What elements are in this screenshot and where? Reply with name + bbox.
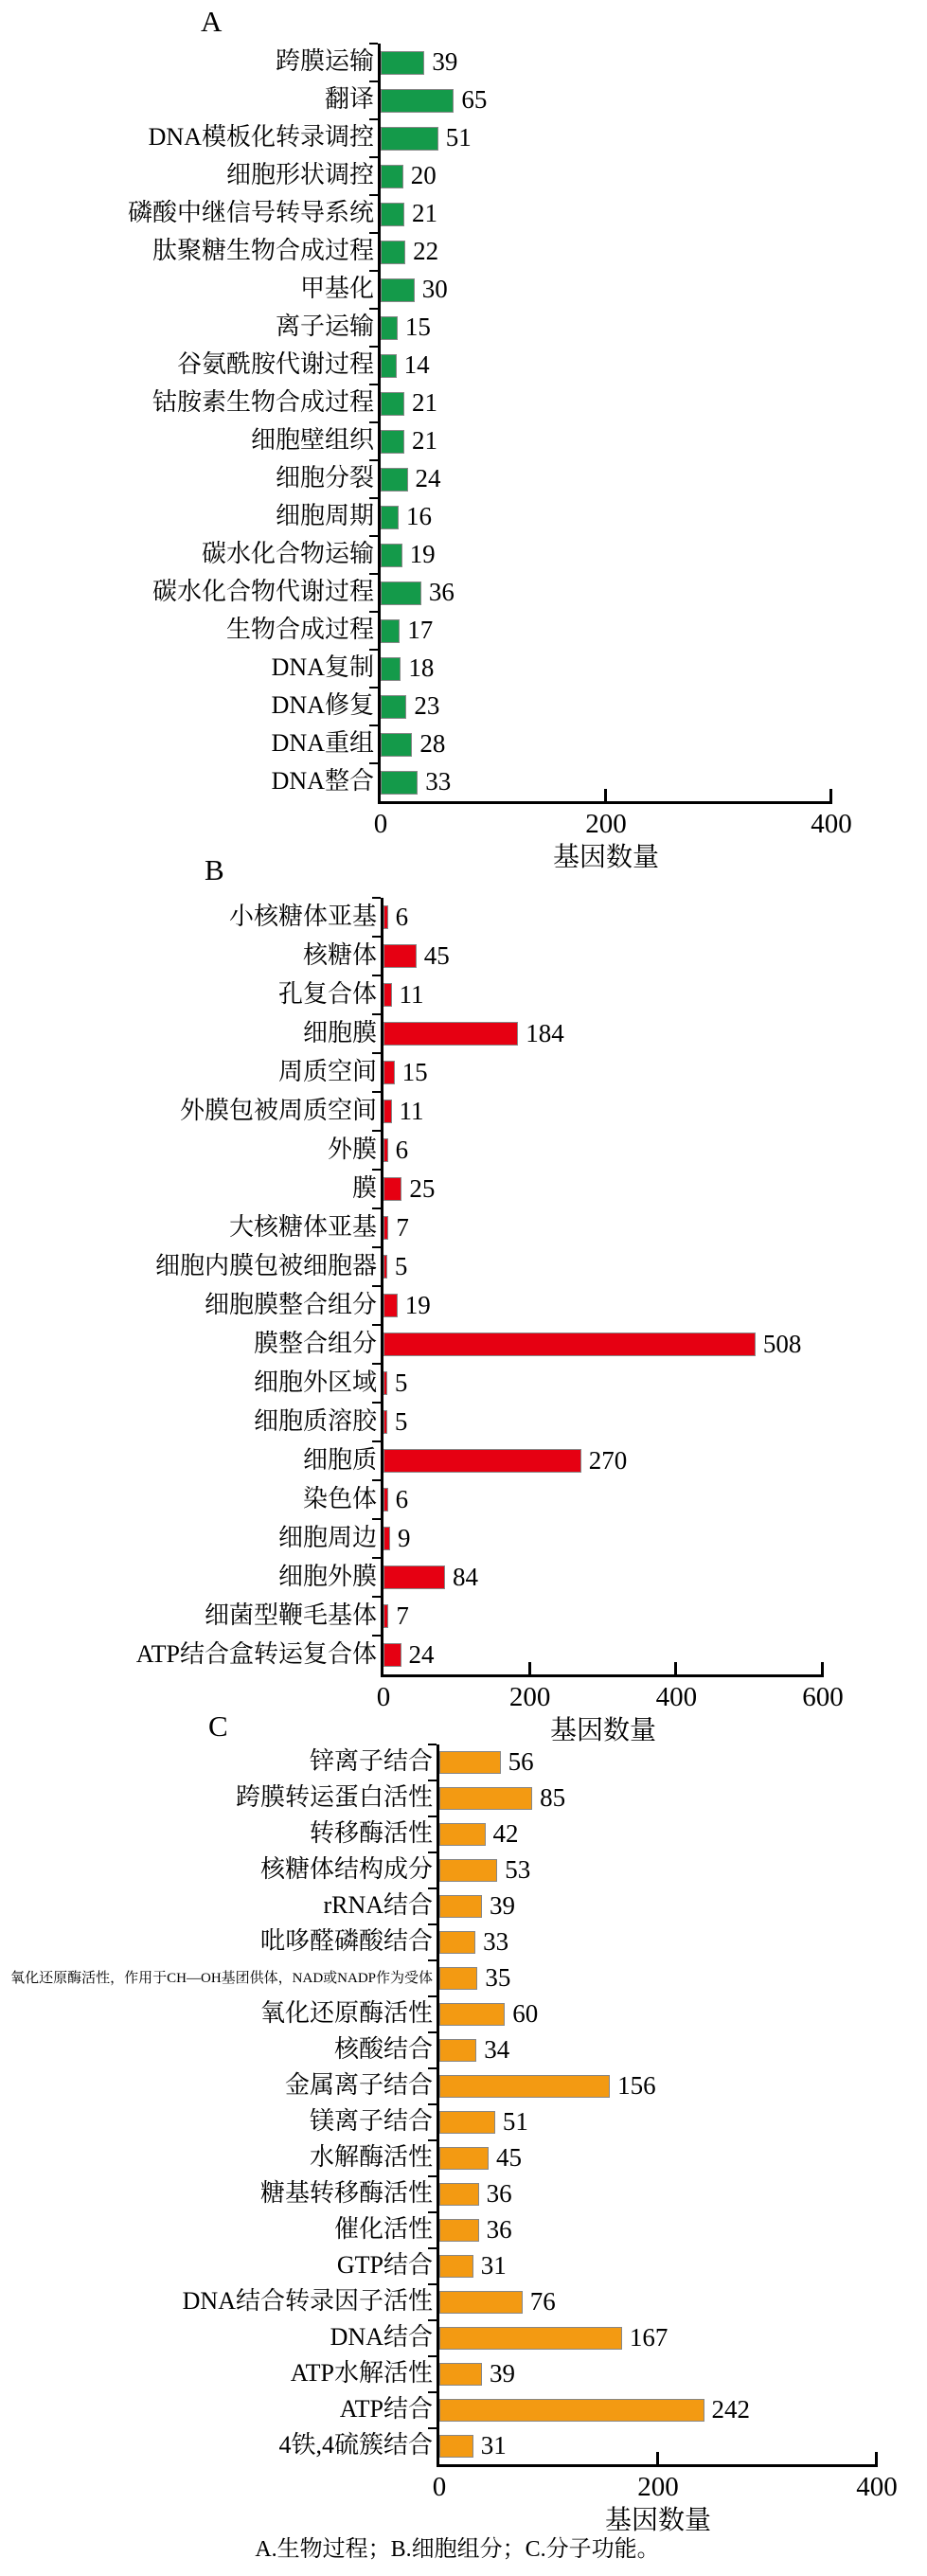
bar (439, 2255, 473, 2278)
category-label: 金属离子结合 (284, 2071, 433, 2099)
category-label: 核酸结合 (333, 2035, 433, 2063)
bar (439, 1931, 475, 1954)
category-label: GTP结合 (336, 2251, 433, 2279)
bar (439, 1751, 501, 1774)
category-label: 肽聚糖生物合成过程 (152, 237, 374, 264)
x-tick-label: 400 (856, 2472, 898, 2502)
category-label: 生物合成过程 (225, 616, 374, 643)
bar-value: 33 (483, 1927, 509, 1956)
category-label: 水解酶活性 (309, 2143, 433, 2171)
category-label: 氧化还原酶活性，作用于CH—OH基团供体，NAD或NADP作为受体 (10, 1971, 433, 1986)
bar-value: 21 (411, 199, 437, 227)
category-label: 跨膜运输 (275, 47, 374, 75)
bar-value: 24 (415, 464, 441, 492)
bar (439, 2435, 473, 2458)
bar-value: 11 (399, 1096, 424, 1125)
y-tick (428, 2355, 437, 2357)
bar-value: 21 (411, 426, 437, 455)
bar-value: 20 (410, 161, 437, 189)
category-label: 催化活性 (333, 2215, 433, 2243)
category-label: DNA复制 (271, 653, 374, 681)
bar-value: 5 (394, 1251, 408, 1280)
bar-value: 25 (409, 1173, 436, 1203)
category-label: 磷酸中继信号转导系统 (127, 199, 374, 226)
category-label: 翻译 (324, 85, 374, 113)
category-label: 跨膜转运蛋白活性 (235, 1783, 433, 1811)
category-label: 大核糖体亚基 (228, 1212, 377, 1241)
bar-value: 28 (419, 729, 446, 758)
category-label: 细胞分裂 (275, 464, 374, 492)
category-label: DNA整合 (271, 767, 374, 795)
bar-value: 84 (452, 1562, 478, 1591)
bar-value: 36 (486, 2179, 512, 2208)
category-label: 糖基转移酶活性 (259, 2179, 433, 2207)
y-tick (428, 2319, 437, 2321)
category-label: 锌离子结合 (309, 1747, 433, 1775)
y-tick (428, 1959, 437, 1961)
bar-value: 39 (490, 2359, 516, 2388)
bar-value: 22 (413, 237, 439, 265)
bar-value: 39 (490, 1891, 516, 1920)
bar-value: 24 (408, 1639, 435, 1669)
bar-value: 15 (404, 313, 431, 341)
bar-value: 18 (408, 653, 435, 682)
category-label: 细胞质溶胶 (253, 1406, 377, 1435)
category-label: ATP结合盒转运复合体 (135, 1639, 377, 1668)
bar-value: 53 (505, 1855, 531, 1884)
bar-value: 270 (588, 1445, 628, 1475)
bar-value: 76 (529, 2287, 556, 2316)
bar-value: 36 (428, 578, 455, 606)
category-label: DNA重组 (271, 729, 374, 757)
y-tick (428, 1923, 437, 1925)
x-tick-label: 200 (637, 2472, 679, 2502)
category-label: 孔复合体 (277, 979, 377, 1008)
bar-value: 36 (486, 2215, 512, 2244)
bar-value: 9 (397, 1523, 411, 1552)
y-tick (428, 1887, 437, 1889)
y-tick (428, 2067, 437, 2069)
bar-value: 19 (409, 540, 436, 568)
bar-value: 35 (485, 1963, 511, 1992)
bar-value: 6 (395, 902, 409, 931)
category-label: rRNA结合 (323, 1891, 433, 1919)
y-tick (428, 2175, 437, 2177)
bar-value: 11 (399, 979, 424, 1009)
bar-value: 85 (540, 1783, 566, 1812)
bar (439, 1967, 477, 1990)
bar-value: 167 (629, 2323, 669, 2352)
category-label: 细胞外膜 (277, 1562, 377, 1590)
category-label: 离子运输 (275, 313, 374, 340)
y-axis (437, 1744, 439, 2467)
category-label: 细胞质 (302, 1445, 377, 1474)
category-label: 细胞外区域 (253, 1368, 377, 1396)
category-label: DNA结合转录因子活性 (182, 2287, 433, 2315)
category-label: DNA修复 (271, 691, 374, 719)
bar-value: 7 (396, 1601, 409, 1630)
bar-value: 33 (425, 767, 452, 796)
bar-value: 16 (406, 502, 433, 530)
panel-letter: B (205, 853, 224, 886)
category-label: 氧化还原酶活性 (259, 1999, 433, 2027)
x-tick-label: 0 (373, 809, 388, 839)
y-tick (428, 2139, 437, 2141)
category-label: 转移酶活性 (309, 1819, 433, 1847)
bar-value: 45 (495, 2143, 522, 2172)
category-label: 镁离子结合 (309, 2107, 433, 2135)
y-tick (428, 2211, 437, 2213)
bar-value: 5 (394, 1368, 408, 1397)
category-label: 4铁,4硫簇结合 (278, 2431, 433, 2459)
bar (439, 1895, 482, 1918)
bar-value: 14 (403, 350, 430, 379)
bar-value: 60 (512, 1999, 539, 2028)
bar-value: 6 (395, 1484, 409, 1513)
bar-value: 51 (445, 123, 472, 152)
bar-value: 15 (401, 1057, 428, 1086)
x-axis-title: 基因数量 (604, 2506, 711, 2535)
category-label: 甲基化 (299, 275, 374, 302)
panel-letter: A (201, 5, 223, 38)
category-label: 细胞形状调控 (225, 161, 374, 188)
bar-value: 6 (395, 1135, 409, 1164)
bar-value: 34 (484, 2035, 510, 2064)
x-tick-label: 200 (508, 1682, 551, 1712)
category-label: 碳水化合物代谢过程 (152, 578, 374, 605)
x-tick-label: 0 (376, 1682, 391, 1712)
y-tick (428, 1852, 437, 1853)
category-label: 染色体 (302, 1484, 377, 1512)
category-label: 膜整合组分 (253, 1329, 377, 1357)
y-tick (428, 2247, 437, 2249)
category-label: 细胞周边 (277, 1523, 377, 1551)
bar-value: 56 (508, 1747, 534, 1776)
bar (439, 1787, 532, 1810)
x-tick (656, 2452, 659, 2464)
x-tick-label: 200 (585, 809, 627, 839)
x-tick-label: 600 (802, 1682, 844, 1712)
y-tick (428, 2103, 437, 2105)
category-label: DNA结合 (330, 2323, 433, 2351)
bar-value: 508 (762, 1329, 802, 1358)
category-label: 细胞膜整合组分 (204, 1290, 377, 1318)
bar-value: 156 (617, 2071, 656, 2100)
bar (439, 2291, 523, 2314)
category-label: 细胞壁组织 (250, 426, 374, 454)
bar (439, 2399, 704, 2422)
bar-value: 21 (411, 388, 437, 417)
category-label: 细胞周期 (275, 502, 374, 529)
bar (439, 2363, 482, 2386)
category-label: 细胞内膜包被细胞器 (154, 1251, 377, 1279)
category-label: ATP结合 (339, 2395, 433, 2423)
bar (439, 2183, 479, 2206)
x-axis-title: 基因数量 (552, 843, 659, 872)
bar-value: 45 (423, 940, 450, 970)
category-label: 周质空间 (277, 1057, 377, 1085)
bar (439, 1859, 497, 1882)
y-tick (428, 1995, 437, 1997)
category-label: 外膜 (327, 1135, 377, 1163)
y-tick (428, 2427, 437, 2429)
category-label: 吡哆醛磷酸结合 (259, 1927, 433, 1955)
x-axis-title: 基因数量 (549, 1716, 656, 1745)
y-tick (428, 1780, 437, 1781)
category-label: 核糖体 (302, 940, 377, 969)
bar (439, 2111, 495, 2134)
bar-value: 23 (414, 691, 440, 720)
x-axis (437, 2464, 878, 2467)
category-label: 外膜包被周质空间 (179, 1096, 377, 1124)
panel-letter: C (208, 1709, 228, 1743)
y-tick (428, 1816, 437, 1817)
x-tick-label: 0 (432, 2472, 447, 2502)
bar-value: 39 (432, 47, 458, 76)
bar-value: 242 (711, 2395, 750, 2424)
bar-value: 30 (421, 275, 448, 303)
bar-value: 31 (480, 2431, 507, 2460)
y-tick (428, 1744, 437, 1745)
bar-value: 65 (461, 85, 488, 114)
bar (439, 2039, 476, 2062)
category-label: 钴胺素生物合成过程 (152, 388, 374, 416)
bar-value: 7 (396, 1212, 409, 1242)
bar-value: 5 (394, 1406, 408, 1436)
figure-caption: A.生物过程；B.细胞组分；C.分子功能。 (255, 2537, 660, 2562)
x-tick-label: 400 (655, 1682, 698, 1712)
bar (439, 2327, 622, 2350)
y-tick (428, 2283, 437, 2285)
bar (439, 2003, 505, 2026)
x-tick-label: 400 (811, 809, 852, 839)
bar-value: 184 (526, 1018, 564, 1047)
bar (439, 2219, 479, 2242)
bar (439, 2147, 489, 2170)
category-label: 核糖体结构成分 (259, 1855, 433, 1883)
bar-value: 51 (502, 2107, 528, 2136)
bar (439, 1823, 486, 1846)
category-label: DNA模板化转录调控 (148, 123, 374, 151)
category-label: 膜 (351, 1173, 377, 1202)
bar-value: 17 (407, 616, 434, 644)
category-label: 细胞膜 (302, 1018, 377, 1046)
bar (439, 2075, 610, 2098)
category-label: 碳水化合物运输 (201, 540, 374, 567)
bar-value: 31 (480, 2251, 507, 2280)
y-tick (428, 2031, 437, 2033)
bar-value: 42 (492, 1819, 519, 1848)
category-label: 谷氨酰胺代谢过程 (176, 350, 374, 378)
bar-value: 19 (404, 1290, 431, 1319)
x-tick (875, 2452, 878, 2464)
category-label: ATP水解活性 (290, 2359, 433, 2387)
category-label: 细菌型鞭毛基体 (204, 1601, 377, 1629)
category-label: 小核糖体亚基 (228, 902, 377, 930)
y-tick (428, 2391, 437, 2393)
